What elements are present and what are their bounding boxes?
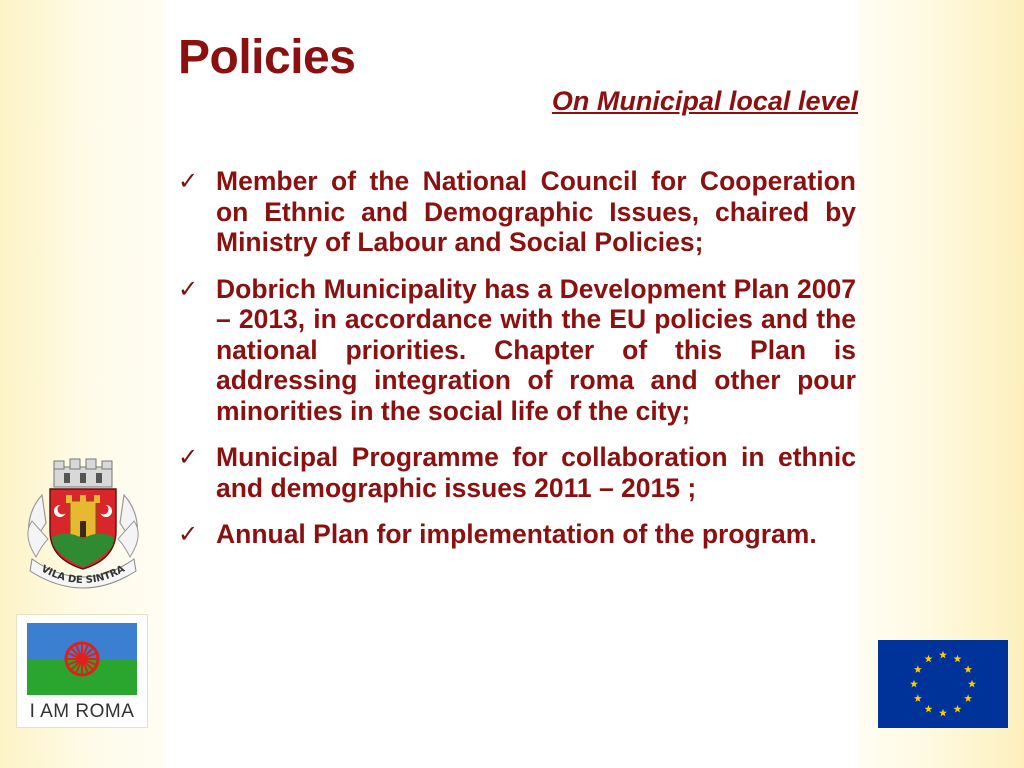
bullet-text: Municipal Programme for collaboration in ethnic and demographic issues 2011 – 2015 ; bbox=[216, 442, 856, 503]
vila-de-sintra-crest-icon bbox=[18, 455, 148, 595]
bullet-item bbox=[178, 442, 856, 503]
bullet-text: Annual Plan for implementation of the program. bbox=[216, 519, 817, 549]
roma-label: I AM ROMA bbox=[29, 701, 135, 722]
checkmark-icon: ✓ bbox=[178, 520, 199, 548]
bullet-item bbox=[178, 274, 856, 427]
checkmark-icon: ✓ bbox=[178, 167, 199, 195]
roma-flag-icon bbox=[27, 623, 137, 695]
bullet-item bbox=[178, 519, 856, 550]
bullet-text: Dobrich Municipality has a Development Plan 2007 – 2013, in accordance with the EU policies and the national priorities. Chapter of this Plan is addressing integration of roma and other pour minorities in the social life of the city; bbox=[216, 273, 856, 426]
slide-title: Policies bbox=[178, 31, 356, 84]
checkmark-icon: ✓ bbox=[178, 443, 199, 471]
bullet-text: Member of the National Council for Cooperation on Ethnic and Demographic Issues, chaired by Ministry of Labour and Social Policies; bbox=[216, 166, 856, 257]
checkmark-icon: ✓ bbox=[178, 274, 199, 303]
bullet-list bbox=[178, 166, 856, 566]
bullet-item bbox=[178, 166, 856, 258]
slide-subtitle: On Municipal local level bbox=[551, 86, 858, 116]
crest-motto: VILA DE SINTRA bbox=[39, 563, 127, 587]
roma-logo bbox=[16, 614, 148, 728]
eu-flag-icon bbox=[878, 640, 1008, 728]
